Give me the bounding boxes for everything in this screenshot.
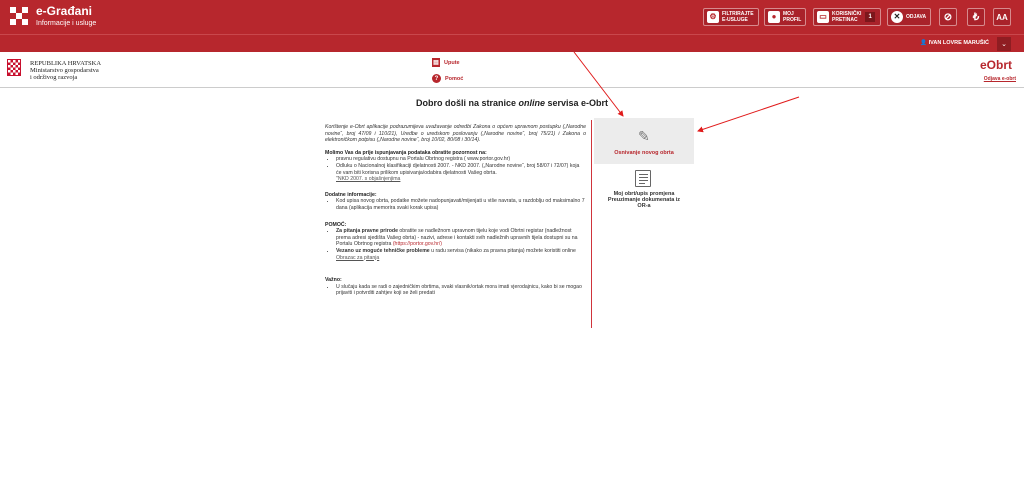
brand-title: e-Građani [36, 4, 93, 18]
help-label: Pomoć [445, 75, 464, 82]
filter-label-1: FILTRIRAJTE [722, 11, 754, 17]
title-post: servisa e-Obrt [545, 98, 609, 108]
filter-label-2: E-USLUGE [722, 17, 748, 23]
my-business-line-3: OR-a [637, 203, 651, 209]
important-heading: Važno: [325, 277, 342, 284]
user-icon: ● [768, 11, 780, 23]
pdf-icon: ▤ [433, 60, 439, 66]
help-heading: POMOĆ: [325, 221, 347, 228]
annotation-arrow-1 [574, 52, 623, 116]
help-item-2-bold: Vezano uz moguće tehničke probleme [336, 247, 430, 254]
pencil-icon: ✎ [638, 128, 650, 144]
inbox-label-2: PRETINAC [832, 17, 858, 23]
notice-item-1: • pravnu regulativu dostupnu na Portalu Obrtnog registra ( www.portor.gov.hr) [336, 156, 586, 163]
notice-heading: Molimo Vas da prije ispunjavanja podataka obratite pozornost na: [325, 149, 487, 156]
annotation-arrow-2 [698, 97, 799, 131]
portor-link[interactable]: (https://portor.gov.hr/) [392, 241, 443, 248]
close-icon: ✕ [891, 11, 903, 23]
euro-icon[interactable]: ₺ [967, 8, 985, 26]
important-item-1: • U slučaju kada se radi o zajedničkim obrtima, svaki vlasnik/ortak mora imati vjerodajnicu, kako bi se mogao prijaviti i potvrditi zahtjev koji se želi predati [336, 284, 586, 297]
question-icon: ? [432, 74, 441, 83]
ministry-line-3: i održivog razvoja [30, 74, 78, 81]
intro-paragraph: Korištenje e-Obrt aplikacije podrazumijeva uvažavanje odredbi Zakona o općem upravnom postupku („Narodne novine“, broj 47/09 i 110/21), Uredbe o uredskom poslovanju („Narodne novine“, broj 75/21) i Zakona o elektroničkom potpisu („Narodne novine“, broj 10/02, 80/08 i 30/14). [325, 124, 586, 144]
app-name: eObrt [979, 58, 1012, 72]
brand-subtitle: Informacije i usluge [36, 20, 97, 27]
my-business-line-1: Moj obrt/upis promjena [613, 191, 675, 197]
nkd-link[interactable]: "NKD 2007. s objašnjenjima [336, 176, 401, 183]
question-form-link[interactable]: Obrazac za pitanja [336, 254, 380, 261]
inbox-count-badge: 1 [865, 12, 874, 22]
username[interactable]: 👤 IVAN LOVRE MARUŠIĆ [920, 40, 989, 46]
notice-item-2-text: Odluku o Nacionalnoj klasifikaciji djelatnosti 2007. - NKD 2007. („Narodne novine“, broj 58/07 i 72/07) koja će vam biti korisna prilikom upisivanja/odabira djelatnosti Vašeg obrta. [336, 162, 580, 176]
title-pre: Dobro došli na stranice [415, 98, 519, 108]
extra-item-1: • Kod upisa novog obrta, podatke možete nadopunjavati/mijenjati u više navrata, u razdoblju od maksimalno 7 dana (aplikacija memorira svaki korak upisa) [336, 198, 586, 211]
ministry-line-2: Ministarstvo gospodarstva [30, 67, 99, 74]
eye-slash-icon[interactable]: ⊘ [939, 8, 957, 26]
font-size-button[interactable]: AA [993, 8, 1011, 26]
instructions-label: Upute [444, 59, 460, 66]
help-item-1-bold: Za pitanja pravne prirode [336, 228, 398, 235]
logout-label: ODJAVA [906, 14, 927, 20]
ministry-line-1: REPUBLIKA HRVATSKA [30, 60, 102, 67]
help-item-2-text: u radu servisa (nikako za pravna pitanja) možete koristiti online [429, 247, 576, 254]
profile-label-2: PROFIL [783, 17, 802, 23]
chevron-down-icon[interactable]: ⌄ [997, 37, 1011, 51]
inbox-icon: ▭ [817, 11, 829, 23]
help-item-1-text: obratite se nadležnom upravnom tijelu koje vodi Obrtni registar (nadležnost prema adresi sjedišta Vašeg obrta) - nazivi, adrese i kontakti svih nadležnih upravnih tijela dostupni su na Portalu Obrtnog registra [336, 228, 578, 248]
title-em: online [518, 98, 545, 108]
eobrt-logout-link[interactable]: Odjava e-obrt [983, 76, 1016, 82]
username-text: IVAN LOVRE MARUŠIĆ [928, 40, 989, 46]
inbox-label-1: KORISNIČKI [832, 11, 862, 17]
my-business-line-2: Preuzimanje dokumenata iz [607, 197, 681, 203]
extra-heading: Dodatne informacije: [325, 191, 377, 198]
new-business-label: Osnivanje novog obrta [614, 150, 674, 156]
profile-label-1: MOJ [783, 11, 794, 17]
gear-icon: ⚙ [707, 11, 719, 23]
